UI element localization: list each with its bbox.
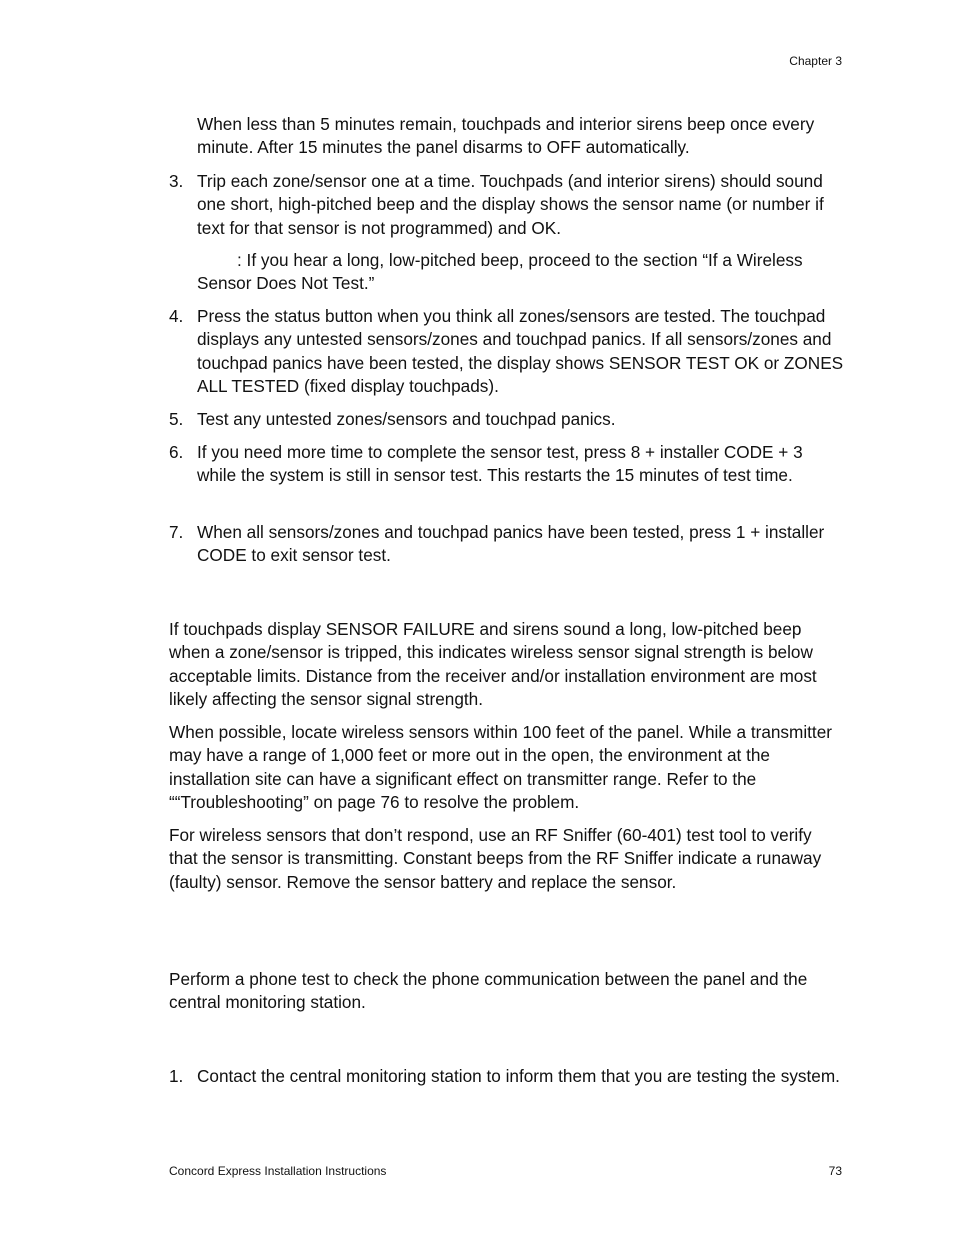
step-text: Test any untested zones/sensors and touchpad panics. [197, 409, 616, 429]
step-number: 3. [169, 171, 184, 191]
step-text: If you need more time to complete the sensor test, press 8 + installer CODE + 3 while the system is still in sensor test. This restarts the 15 minutes of test time. [197, 442, 803, 486]
page-number: 73 [828, 1164, 842, 1178]
wireless-paragraph-3: For wireless sensors that don’t respond, use an RF Sniffer (60-401) test tool to verify that the sensor is transmitting. Constant beeps from the RF Sniffer indicate a runaway (faulty) sensor. Remove the sensor battery and replace the sensor. [169, 825, 822, 892]
intro-continuation-paragraph: When less than 5 minutes remain, touchpads and interior sirens beep once every minute. After 15 minutes the panel disarms to OFF automatically. [197, 114, 815, 158]
phone-test-paragraph: Perform a phone test to check the phone communication between the panel and the central monitoring station. [169, 969, 808, 1013]
note-paragraph [197, 249, 845, 296]
footer-title: Concord Express Installation Instructions [169, 1164, 387, 1178]
wireless-paragraph-1: If touchpads display SENSOR FAILURE and sirens sound a long, low-pitched beep when a zone/sensor is tripped, this indicates wireless sensor signal strength is below acceptable limits. Distance from the receiver and/or installation environment are most likely affecting the sensor signal strength. [169, 619, 817, 709]
step-number: 4. [169, 306, 184, 326]
chapter-header: Chapter 3 [789, 54, 842, 68]
step-text: Trip each zone/sensor one at a time. Touchpads (and interior sirens) should sound one short, high-pitched beep and the display shows the sensor name (or number if text for that sensor is not programmed) and OK. [197, 171, 824, 238]
note-text: : If you hear a long, low-pitched beep, proceed to the section “If a Wireless Sensor Does Not Test.” [197, 250, 803, 294]
wireless-paragraph-2: When possible, locate wireless sensors within 100 feet of the panel. While a transmitter may have a range of 1,000 feet or more out in the open, the environment at the installation site can have a significant effect on transmitter range. Refer to the ““Troubleshooting” on page 76 to resolve the problem. [169, 722, 832, 812]
step-text: Press the status button when you think all zones/sensors are tested. The touchpad displays any untested sensors/zones and touchpad panics. If all sensors/zones and touchpad panics have been tested, the display shows SENSOR TEST OK or ZONES ALL TESTED (fixed display touchpads). [197, 306, 844, 396]
step-text: Contact the central monitoring station to inform them that you are testing the system. [197, 1066, 840, 1086]
step-number: 1. [169, 1066, 184, 1086]
step-text: When all sensors/zones and touchpad panics have been tested, press 1 + installer CODE to exit sensor test. [197, 522, 825, 566]
step-number: 7. [169, 522, 184, 542]
step-number: 5. [169, 409, 184, 429]
step-number: 6. [169, 442, 184, 462]
